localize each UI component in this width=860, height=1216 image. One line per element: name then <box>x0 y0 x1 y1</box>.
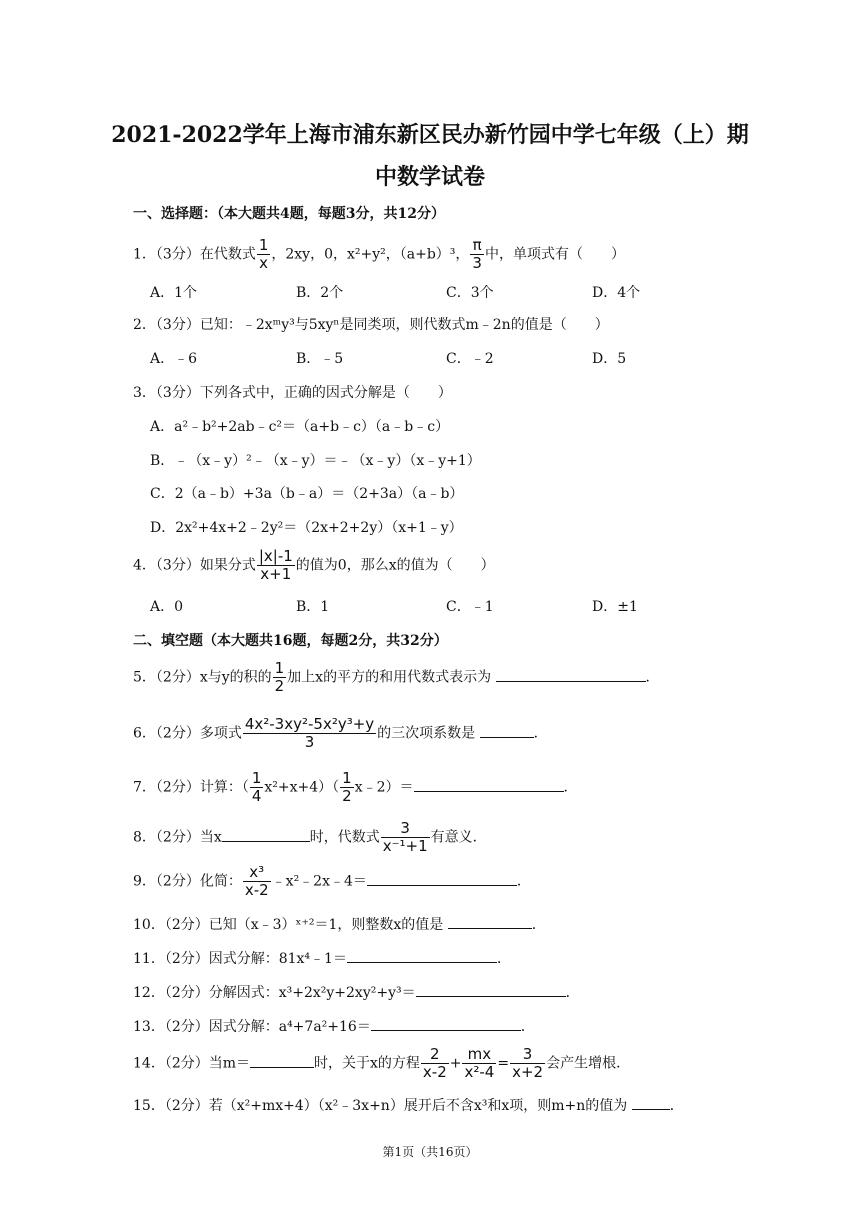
question-9: 9．（2分）化简： $\frac{\text{x³}}{x-2}$ ﹣x²﹣2x﹣4＝ ． <box>133 863 531 899</box>
fraction: $\frac{2}{x-2}$ <box>422 1045 447 1081</box>
answer-blank <box>416 982 566 997</box>
q2-option-c: C．﹣2 <box>446 351 494 367</box>
section-heading-fill: 二、填空题（本大题共16题，每题2分，共32分） <box>133 633 448 649</box>
fraction: $\frac{1}{4}$ <box>251 769 262 805</box>
q4-option-b: B．1 <box>296 599 330 615</box>
page-title-line2: 中数学试卷 <box>374 164 485 190</box>
q1-option-b: B．2个 <box>296 285 344 301</box>
answer-blank <box>371 1016 521 1031</box>
question-7: 7．（2分）计算：（ $\frac{1}{4}$ x²+x+4）（ $\frac{1}{2}$ x﹣2）＝ ． <box>133 769 578 805</box>
answer-blank <box>480 723 534 738</box>
q3-option-c: C．2（a﹣b）+3a（b﹣a）＝（2+3a）（a﹣b） <box>150 486 464 502</box>
question-11: 11．（2分）因式分解：81x⁴﹣1＝ ． <box>133 948 511 969</box>
q1-option-c: C．3个 <box>446 285 494 301</box>
fraction: $\frac{\text{4x²-3xy²-5x²y³+y}}{3}$ <box>244 715 375 751</box>
answer-blank <box>222 827 310 842</box>
answer-blank <box>448 914 532 929</box>
fraction: $\frac{mx}{\text{x²-4}}$ <box>464 1045 495 1081</box>
question-2: 2．（3分）已知：﹣2xᵐy³与5xyⁿ是同类项，则代数式m﹣2n的值是（ ） <box>133 317 609 333</box>
q1-option-d: D．4个 <box>592 285 641 301</box>
fraction: $\frac{|x|-1}{x+1}$ <box>258 547 293 583</box>
q3-option-d: D．2x²+4x+2﹣2y²＝（2x+2+2y）（x+1﹣y） <box>150 520 463 536</box>
fraction: $\frac{1}{x}$ <box>258 236 269 272</box>
answer-blank <box>347 948 497 963</box>
fraction: $\frac{\text{x³}}{x-2}$ <box>244 863 269 899</box>
question-8: 8．（2分）当x 时，代数式 $\frac{3}{\text{x⁻¹+1}}$ 有意义． <box>133 819 487 855</box>
fraction: $\frac{\pi}{3}$ <box>472 236 482 272</box>
fraction: $\frac{3}{\text{x⁻¹+1}}$ <box>382 819 428 855</box>
question-6: 6．（2分）多项式 $\frac{\text{4x²-3xy²-5x²y³+y}}{3}$ 的三次项系数是 ． <box>133 715 548 751</box>
q2-option-b: B．﹣5 <box>296 351 344 367</box>
q2-option-d: D．5 <box>592 351 627 367</box>
question-12: 12．（2分）分解因式：x³+2x²y+2xy²+y³＝ ． <box>133 982 580 1003</box>
page-footer: 第1页（共16页） <box>382 1145 478 1159</box>
q3-option-a: A．a²﹣b²+2ab﹣c²＝（a+b﹣c）（a﹣b﹣c） <box>150 419 450 435</box>
q4-option-a: A．0 <box>150 599 184 615</box>
question-3: 3．（3分）下列各式中，正确的因式分解是（ ） <box>133 385 452 401</box>
answer-blank <box>250 1053 314 1068</box>
q3-option-b: B．﹣（x﹣y）²﹣（x﹣y）＝﹣（x﹣y）（x﹣y+1） <box>150 453 481 469</box>
q4-option-c: C．﹣1 <box>446 599 494 615</box>
section-heading-choice: 一、选择题：（本大题共4题，每题3分，共12分） <box>133 206 445 222</box>
question-4: 4．（3分）如果分式 $\frac{|x|-1}{x+1}$ 的值为0，那么x的值为（ ） <box>133 547 495 583</box>
q1-option-a: A．1个 <box>150 285 198 301</box>
answer-blank <box>367 871 517 886</box>
fraction: $\frac{3}{x+2}$ <box>512 1045 544 1081</box>
page-title-line1: 2021-2022学年上海市浦东新区民办新竹园中学七年级（上）期 <box>111 122 749 148</box>
answer-blank <box>632 1095 670 1110</box>
fraction: $\frac{1}{2}$ <box>274 659 285 695</box>
question-14: 14．（2分）当m＝ 时，关于x的方程 $\frac{2}{x-2}$ + $\frac{mx}{\text{x²-4}}$ = $\frac{3}{x+2}$ 会产生增根． <box>133 1045 631 1081</box>
q4-option-d: D．±1 <box>592 599 638 615</box>
question-13: 13．（2分）因式分解：a⁴+7a²+16＝ ． <box>133 1016 535 1037</box>
answer-blank <box>414 777 564 792</box>
q2-option-a: A．﹣6 <box>150 351 198 367</box>
question-15: 15．（2分）若（x²+mx+4）（x²﹣3x+n）展开后不含x³和x项，则m+n的值为 ． <box>133 1095 684 1116</box>
question-5: 5．（2分）x与y的积的 $\frac{1}{2}$ 加上x的平方的和用代数式表示为 ． <box>133 659 660 695</box>
fraction: $\frac{1}{2}$ <box>342 769 352 805</box>
question-10: 10．（2分）已知（x﹣3）ˣ⁺²＝1，则整数x的值是 ． <box>133 914 546 935</box>
question-1: 1．（3分）在代数式 $\frac{1}{x}$ ，2xy，0，x²+y²，（a+b）³， $\frac{\pi}{3}$ 中，单项式有（ ） <box>133 236 625 272</box>
answer-blank <box>496 667 646 682</box>
